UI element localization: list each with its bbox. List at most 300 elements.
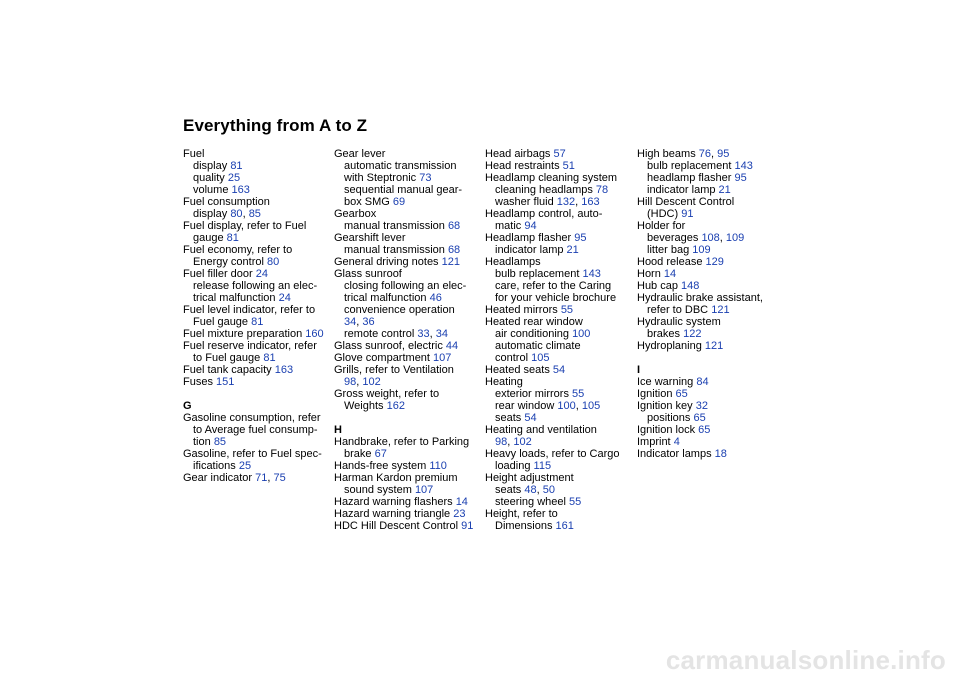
index-entry	[183, 268, 331, 280]
index-subentry	[334, 184, 482, 196]
index-term: positions	[647, 412, 691, 424]
index-entry	[637, 400, 785, 412]
index-term: Gasoline consumption, refer	[183, 412, 321, 424]
page-reference-link[interactable]: 85	[213, 436, 227, 448]
index-term: display	[193, 208, 228, 220]
index-term: High beams	[637, 148, 696, 160]
page-reference-link[interactable]: 129	[705, 256, 724, 268]
index-entry	[334, 496, 482, 508]
page-reference-link[interactable]: 95	[734, 172, 747, 184]
index-column-3	[485, 148, 633, 532]
index-entry	[334, 364, 482, 376]
page-reference-link[interactable]: 24	[278, 292, 291, 304]
index-entry	[334, 148, 482, 160]
index-subentry	[334, 292, 482, 304]
page-reference-link[interactable]: 109	[725, 232, 745, 244]
index-term: loading	[495, 460, 531, 472]
page-reference-link[interactable]: 105	[531, 352, 550, 364]
index-term: air conditioning	[495, 328, 569, 340]
index-subentry	[183, 172, 331, 184]
index-term: quality	[193, 172, 225, 184]
page-reference-link[interactable]: 51	[562, 160, 575, 172]
index-subentry	[334, 400, 482, 412]
index-term: display	[193, 160, 228, 172]
page-reference-link[interactable]: 14	[663, 268, 677, 280]
index-subentry	[637, 244, 785, 256]
page-reference-link[interactable]: 95	[574, 232, 587, 244]
index-term: indicator lamp	[647, 184, 716, 196]
index-subentry	[334, 220, 482, 232]
page-reference-link[interactable]: 163	[581, 196, 600, 208]
index-subentry	[637, 172, 785, 184]
page-reference-link[interactable]: 68	[447, 244, 461, 256]
page-reference-link[interactable]: 81	[263, 352, 276, 364]
page-reference-link[interactable]: 34	[344, 316, 357, 328]
index-term: Heated rear window	[485, 316, 583, 328]
page-reference-link[interactable]: 91	[681, 208, 694, 220]
page-reference-link[interactable]: 94	[524, 220, 537, 232]
index-term: sound system	[344, 484, 412, 496]
index-entry	[485, 208, 633, 220]
index-term: Glass sunroof, electric	[334, 340, 443, 352]
index-entry	[334, 340, 482, 352]
index-term: control	[495, 352, 529, 364]
index-entry	[637, 388, 785, 400]
index-term: seats	[495, 484, 522, 496]
index-subentry	[485, 268, 633, 280]
index-term: for your vehicle brochure	[495, 292, 617, 304]
index-section-letter: G	[183, 400, 192, 412]
index-entry	[485, 448, 633, 460]
index-entry	[637, 256, 785, 268]
page-reference-link[interactable]: 162	[386, 400, 405, 412]
index-term: brakes	[647, 328, 681, 340]
index-term: Hydroplaning	[637, 340, 702, 352]
index-term: to Average fuel consump-	[193, 424, 318, 436]
index-subentry	[183, 436, 331, 448]
page-reference-link[interactable]: 107	[433, 352, 452, 364]
page-reference-link[interactable]: 25	[238, 460, 252, 472]
page-reference-link[interactable]: 54	[524, 412, 537, 424]
page-reference-link[interactable]: 21	[718, 184, 731, 196]
page-reference-link[interactable]: 23	[453, 508, 466, 520]
page-reference-link[interactable]: 71	[255, 472, 268, 484]
page-reference-link[interactable]: 98	[344, 376, 357, 388]
index-term: Fuel tank capacity	[183, 364, 272, 376]
index-entry	[183, 448, 331, 460]
index-entry	[183, 148, 331, 160]
page-reference-link[interactable]: 80	[267, 256, 280, 268]
index-subentry	[485, 184, 633, 196]
index-entry	[485, 304, 633, 316]
index-term: Glass sunroof	[334, 268, 402, 280]
index-entry	[183, 304, 331, 316]
index-term: manual transmission	[344, 220, 445, 232]
index-term: Weights	[344, 400, 384, 412]
index-entry	[334, 268, 482, 280]
index-term: (HDC)	[647, 208, 679, 220]
index-subentry: seats 48, 50	[495, 484, 555, 496]
index-entry	[334, 232, 482, 244]
index-entry	[183, 244, 331, 256]
index-term: to Fuel gauge	[193, 352, 261, 364]
index-entry	[485, 364, 633, 376]
page-reference-link[interactable]: 122	[683, 328, 702, 340]
index-entry	[485, 160, 633, 172]
index-term: Height adjustment	[485, 472, 574, 484]
page-reference-link[interactable]: 81	[251, 316, 264, 328]
page-reference-link[interactable]: 100	[557, 400, 576, 412]
index-term: Holder for	[637, 220, 686, 232]
index-subentry	[183, 160, 331, 172]
page-reference-link[interactable]: 121	[704, 340, 724, 352]
index-term: indicator lamp	[495, 244, 564, 256]
page-reference-link[interactable]: 65	[675, 388, 688, 400]
page-reference-link[interactable]: 109	[692, 244, 711, 256]
index-subentry	[637, 160, 785, 172]
index-term: Hydraulic system	[637, 316, 721, 328]
index-subentry: rear window 100, 105	[495, 400, 601, 412]
page-reference-link[interactable]: 18	[714, 448, 727, 460]
index-term: litter bag	[647, 244, 690, 256]
page-reference-link[interactable]: 121	[441, 256, 460, 268]
index-term: Fuel mixture preparation	[183, 328, 303, 340]
index-term: beverages	[647, 232, 699, 244]
index-term: Fuel reserve indicator, refer	[183, 340, 317, 352]
page-reference-link[interactable]: 132	[556, 196, 576, 208]
index-column-2	[334, 148, 482, 532]
index-entry	[485, 472, 633, 484]
index-term: Heating	[485, 376, 523, 388]
page-reference-link[interactable]: 68	[447, 220, 461, 232]
index-term: Grills, refer to Ventilation	[334, 364, 454, 376]
index-subentry	[334, 172, 482, 184]
index-entry	[183, 412, 331, 424]
page-reference-link[interactable]: 36	[362, 316, 375, 328]
index-entry	[334, 508, 482, 520]
index-subentry	[485, 496, 633, 508]
index-entry	[334, 472, 482, 484]
page-reference-link[interactable]: 148	[681, 280, 700, 292]
index-section-letter: I	[637, 364, 641, 376]
index-subentry	[637, 208, 785, 220]
index-term: Handbrake, refer to Parking	[334, 436, 470, 448]
index-term: Gearbox	[334, 208, 377, 220]
index-subentry	[485, 244, 633, 256]
page-reference-link[interactable]: 160	[305, 328, 324, 340]
page-reference-link[interactable]: 102	[513, 436, 532, 448]
index-entry	[334, 208, 482, 220]
index-subentry	[485, 220, 633, 232]
index-subentry: remote control 33, 34	[344, 328, 448, 340]
page-reference-link[interactable]: 78	[595, 184, 609, 196]
page-reference-link[interactable]: 80	[230, 208, 243, 220]
index-term: bulb replacement	[495, 268, 580, 280]
index-term: Gasoline, refer to Fuel spec-	[183, 448, 322, 460]
page-reference-link[interactable]: 121	[711, 304, 730, 316]
index-subentry	[183, 184, 331, 196]
page-reference-link[interactable]: 65	[693, 412, 706, 424]
page-reference-link[interactable]: 85	[248, 208, 261, 220]
page-reference-link[interactable]: 76	[698, 148, 712, 160]
index-entry	[183, 364, 331, 376]
index-term: Gross weight, refer to	[334, 388, 440, 400]
index-subentry	[334, 244, 482, 256]
index-term: Hill Descent Control	[637, 196, 735, 208]
page-reference-link[interactable]: 4	[673, 436, 680, 448]
index-entry	[637, 448, 785, 460]
index-term: brake	[344, 448, 372, 460]
page-reference-link[interactable]: 73	[419, 172, 432, 184]
index-subentry	[183, 352, 331, 364]
index-term: tion	[193, 436, 211, 448]
index-subentry: display 80, 85	[193, 208, 261, 220]
page-reference-link[interactable]: 75	[273, 472, 286, 484]
index-subentry: 34, 36	[344, 316, 375, 328]
index-term: with Steptronic	[344, 172, 417, 184]
index-term: trical malfunction	[193, 292, 276, 304]
index-term: Headlamp cleaning system	[485, 172, 618, 184]
index-term: steering wheel	[495, 496, 566, 508]
index-subentry	[637, 304, 785, 316]
index-term: Headlamp control, auto-	[485, 208, 603, 220]
page-reference-link[interactable]: 100	[572, 328, 591, 340]
page-reference-link[interactable]: 54	[552, 364, 566, 376]
page-reference-link[interactable]: 34	[435, 328, 448, 340]
index-subentry	[183, 316, 331, 328]
index-entry	[637, 196, 785, 208]
index-entry	[637, 424, 785, 436]
page-reference-link[interactable]: 143	[734, 160, 753, 172]
index-subentry	[183, 424, 331, 436]
index-entry	[485, 376, 633, 388]
index-entry	[485, 256, 633, 268]
index-term: Hazard warning triangle	[334, 508, 451, 520]
index-term: Hub cap	[637, 280, 678, 292]
index-subentry	[485, 352, 633, 364]
page-reference-link[interactable]: 32	[695, 400, 708, 412]
page-reference-link[interactable]: 95	[717, 148, 730, 160]
page-reference-link[interactable]: 115	[533, 460, 552, 472]
index-subentry	[334, 484, 482, 496]
index-subentry	[485, 460, 633, 472]
index-term: Heated seats	[485, 364, 550, 376]
index-entry	[637, 268, 785, 280]
index-term: Heated mirrors	[485, 304, 558, 316]
index-term: Dimensions	[495, 520, 553, 532]
index-section-letter: H	[334, 424, 342, 436]
index-subentry	[334, 160, 482, 172]
index-term: Ignition	[637, 388, 673, 400]
index-term: Fuel	[183, 148, 205, 160]
index-entry	[183, 196, 331, 208]
index-entry	[637, 340, 785, 352]
index-subentry	[334, 448, 482, 460]
index-entry	[334, 388, 482, 400]
index-term: bulb replacement	[647, 160, 732, 172]
page-reference-link[interactable]: 163	[274, 364, 294, 376]
index-term: Gearshift lever	[334, 232, 406, 244]
index-entry	[637, 292, 785, 304]
page-reference-link[interactable]: 55	[569, 496, 582, 508]
page-reference-link[interactable]: 161	[555, 520, 574, 532]
index-entry	[183, 376, 331, 388]
index-term: Heavy loads, refer to Cargo	[485, 448, 620, 460]
index-term: Energy control	[193, 256, 264, 268]
index-entry: High beams 76, 95	[637, 148, 730, 160]
page-reference-link[interactable]: 55	[572, 388, 585, 400]
index-column-4	[637, 148, 785, 460]
index-term: ifications	[193, 460, 236, 472]
page-reference-link[interactable]: 65	[698, 424, 711, 436]
index-term: Gear indicator	[183, 472, 253, 484]
index-term: Hood release	[637, 256, 703, 268]
index-subentry	[637, 328, 785, 340]
index-term: Headlamps	[485, 256, 541, 268]
index-term: Hands-free system	[334, 460, 427, 472]
index-subentry	[485, 292, 633, 304]
index-term: Height, refer to	[485, 508, 558, 520]
page-reference-link[interactable]: 98	[495, 436, 508, 448]
page-reference-link[interactable]: 14	[455, 496, 468, 508]
index-term: Ignition key	[637, 400, 693, 412]
index-term: headlamp flasher	[647, 172, 732, 184]
page-reference-link[interactable]: 24	[255, 268, 269, 280]
page-reference-link[interactable]: 108	[701, 232, 720, 244]
index-entry	[183, 328, 331, 340]
index-term: Indicator lamps	[637, 448, 712, 460]
page-reference-link[interactable]: 163	[231, 184, 250, 196]
index-term: gauge	[193, 232, 224, 244]
index-entry	[485, 316, 633, 328]
page-reference-link[interactable]: 143	[582, 268, 601, 280]
page-reference-link[interactable]: 55	[560, 304, 574, 316]
index-term: Fuel level indicator, refer to	[183, 304, 316, 316]
index-subentry: beverages 108, 109	[647, 232, 745, 244]
page-reference-link[interactable]: 81	[230, 160, 243, 172]
index-entry	[334, 256, 482, 268]
page-reference-link[interactable]: 50	[542, 484, 555, 496]
index-entry	[334, 436, 482, 448]
index-subentry	[183, 292, 331, 304]
index-subentry	[637, 412, 785, 424]
index-entry	[637, 220, 785, 232]
page-reference-link[interactable]: 33	[417, 328, 430, 340]
index-entry: Gear indicator 71, 75	[183, 472, 286, 484]
page-reference-link[interactable]: 69	[392, 196, 406, 208]
page-reference-link[interactable]: 67	[374, 448, 387, 460]
index-term: Fuel gauge	[193, 316, 249, 328]
index-term: rear window	[495, 400, 555, 412]
index-subentry	[485, 280, 633, 292]
index-subentry	[183, 280, 331, 292]
index-term: manual transmission	[344, 244, 445, 256]
page-reference-link[interactable]: 46	[429, 292, 442, 304]
page-reference-link[interactable]: 57	[553, 148, 566, 160]
index-term: Fuel display, refer to Fuel	[183, 220, 307, 232]
index-term: cleaning headlamps	[495, 184, 593, 196]
index-subentry: 98, 102	[344, 376, 381, 388]
index-entry	[334, 460, 482, 472]
watermark: carmanualsonline.info	[665, 645, 946, 675]
index-term: care, refer to the Caring	[495, 280, 612, 292]
index-entry	[485, 148, 633, 160]
page-title: Everything from A to Z	[183, 116, 368, 135]
index-term: Hazard warning flashers	[334, 496, 453, 508]
index-entry	[485, 172, 633, 184]
index-subentry: 98, 102	[495, 436, 532, 448]
index-column-1	[183, 148, 331, 484]
index-term: Glove compartment	[334, 352, 430, 364]
index-subentry	[637, 184, 785, 196]
index-term: matic	[495, 220, 522, 232]
index-term: Fuel economy, refer to	[183, 244, 293, 256]
page-reference-link[interactable]: 21	[566, 244, 579, 256]
index-term: trical malfunction	[344, 292, 427, 304]
index-term: seats	[495, 412, 522, 424]
page-reference-link[interactable]: 44	[445, 340, 459, 352]
index-term: General driving notes	[334, 256, 439, 268]
index-subentry	[183, 460, 331, 472]
page-reference-link[interactable]: 151	[216, 376, 235, 388]
page-reference-link[interactable]: 110	[429, 460, 447, 472]
page-reference-link[interactable]: 91	[461, 520, 474, 532]
index-term: sequential manual gear-	[344, 184, 463, 196]
page-reference-link[interactable]: 105	[581, 400, 601, 412]
index-entry	[485, 424, 633, 436]
index-term: washer fluid	[495, 196, 554, 208]
page-reference-link[interactable]: 107	[414, 484, 434, 496]
index-term: Fuses	[183, 376, 213, 388]
index-subentry	[485, 340, 633, 352]
index-term: Fuel consumption	[183, 196, 270, 208]
index-term: Heating and ventilation	[485, 424, 597, 436]
index-term: release following an elec-	[193, 280, 318, 292]
index-term: Gear lever	[334, 148, 386, 160]
index-term: automatic transmission	[344, 160, 457, 172]
index-term: closing following an elec-	[344, 280, 467, 292]
index-term: Head airbags	[485, 148, 551, 160]
page-reference-link[interactable]: 25	[227, 172, 241, 184]
index-term: Horn	[637, 268, 661, 280]
index-subentry	[485, 388, 633, 400]
index-entry	[334, 520, 482, 532]
index-term: Fuel filler door	[183, 268, 253, 280]
index-term: Hydraulic brake assistant,	[637, 292, 763, 304]
index-entry	[334, 352, 482, 364]
index-term: Harman Kardon premium	[334, 472, 458, 484]
page-reference-link[interactable]: 102	[362, 376, 381, 388]
index-term: refer to DBC	[647, 304, 709, 316]
index-entry	[637, 376, 785, 388]
index-subentry: washer fluid 132, 163	[495, 196, 600, 208]
index-term: Imprint	[637, 436, 671, 448]
page-reference-link[interactable]: 81	[226, 232, 239, 244]
index-term: box SMG	[344, 196, 390, 208]
index-entry	[637, 280, 785, 292]
index-term: exterior mirrors	[495, 388, 569, 400]
index-entry	[485, 232, 633, 244]
index-term: Ignition lock	[637, 424, 696, 436]
index-subentry	[183, 256, 331, 268]
index-term: convenience operation	[344, 304, 455, 316]
index-term: Headlamp flasher	[485, 232, 572, 244]
index-term: automatic climate	[495, 340, 581, 352]
index-subentry	[334, 196, 482, 208]
page-reference-link[interactable]: 84	[696, 376, 709, 388]
index-entry	[637, 436, 785, 448]
page-reference-link[interactable]: 48	[524, 484, 537, 496]
